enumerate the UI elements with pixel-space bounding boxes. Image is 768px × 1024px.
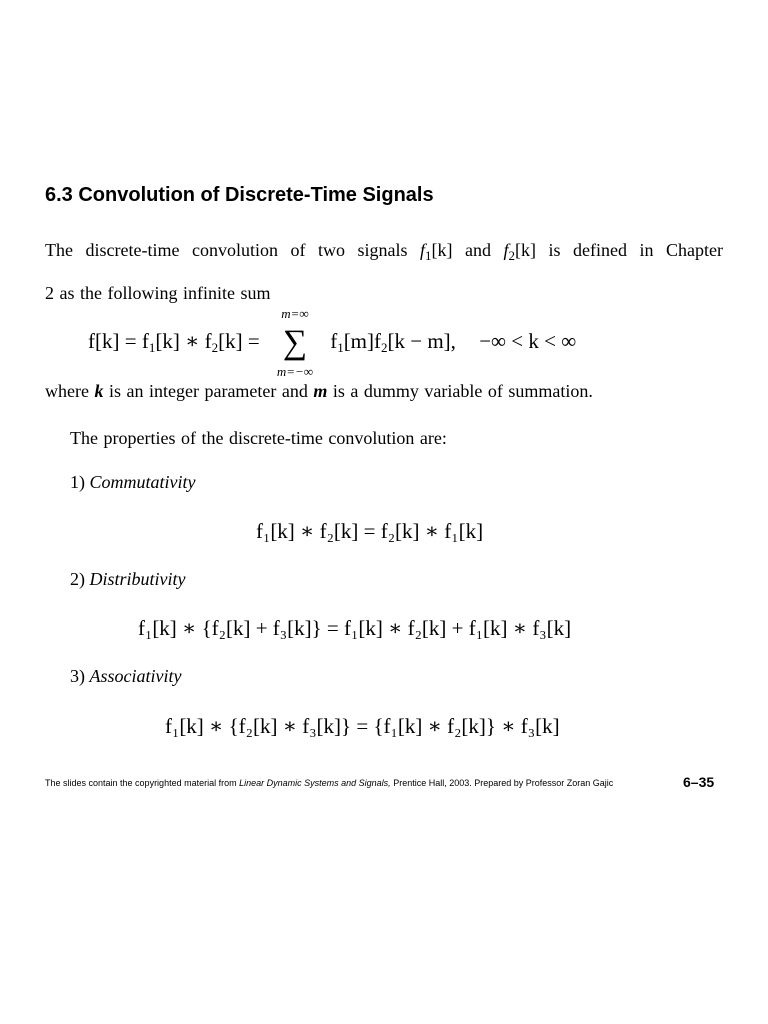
- intro-text-b: is defined in Chapter: [548, 240, 724, 260]
- f2-subscript: 2: [508, 248, 516, 263]
- f1-subscript: 1: [424, 248, 432, 263]
- property-distributivity-heading: 2) Distributivity: [70, 569, 186, 589]
- associativity-equation: f₁[k] ∗ {f₂[k] ∗ f₃[k]} = {f₁[k] ∗ f₂[k]} ∗ f₃[k]: [165, 714, 560, 738]
- summation-operator: [265, 306, 325, 379]
- intro-and: and: [465, 240, 491, 260]
- m-variable: m: [313, 381, 328, 401]
- section-title: 6.3 Convolution of Discrete-Time Signals: [45, 184, 434, 206]
- property-associativity-heading: 3) Associativity: [70, 666, 182, 686]
- where-sentence: where k is an integer parameter and m is a dummy variable of summation.: [45, 381, 593, 401]
- f1-symbol: f: [419, 240, 425, 260]
- k-variable: k: [94, 381, 104, 401]
- eq-range: −∞ < k < ∞: [479, 328, 577, 353]
- intro-paragraph-line-1: [45, 240, 723, 264]
- f2-symbol: f: [503, 240, 509, 260]
- distributivity-equation: f₁[k] ∗ {f₂[k] + f₃[k]} = f₁[k] ∗ f₂[k] + f₁[k] ∗ f₃[k]: [138, 616, 572, 640]
- eq-summand: $f_1[m]f_2[k - m]$,: [330, 328, 456, 355]
- property-commutativity-heading: 1) Commutativity: [70, 472, 196, 492]
- commutativity-equation: f₁[k] ∗ f₂[k] = f₂[k] ∗ f₁[k]: [256, 519, 484, 543]
- intro-text-a: The discrete-time convolution of two signals: [45, 240, 408, 260]
- intro-paragraph-line-2: 2 as the following infinite sum: [45, 283, 271, 303]
- sum-symbol: ∑: [282, 324, 308, 361]
- convolution-sum-equation: [88, 306, 577, 379]
- sum-lower-limit: m=−∞: [276, 364, 314, 379]
- f1-argument: [k]: [431, 240, 453, 260]
- page-number: 6–35: [683, 774, 715, 790]
- properties-intro: The properties of the discrete-time convolution are:: [70, 428, 447, 448]
- eq-lhs: $f[k] = f_1[k]$ ∗ $f_2[k]$ =: [88, 328, 260, 355]
- sum-upper-limit: m=∞: [281, 306, 309, 321]
- copyright-footer: The slides contain the copyrighted material from Linear Dynamic Systems and Signals, Prentice Hall, 2003. Prepared by Professor Zoran Gajic: [45, 778, 614, 788]
- f2-argument: [k]: [515, 240, 537, 260]
- book-title: Linear Dynamic Systems and Signals,: [239, 778, 391, 788]
